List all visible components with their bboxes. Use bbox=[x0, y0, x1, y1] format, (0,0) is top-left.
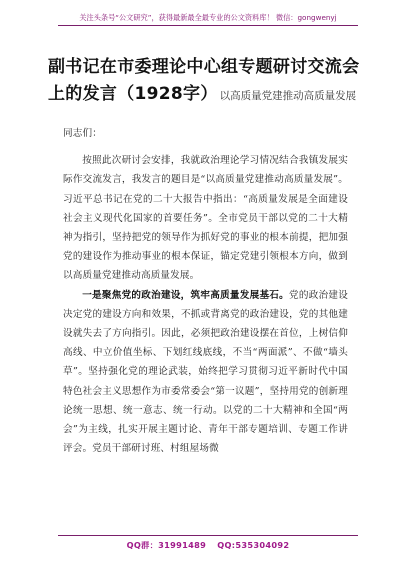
document-title bbox=[48, 54, 368, 110]
footer-qq-group: QQ群：31991489 bbox=[126, 540, 207, 550]
footer-banner bbox=[58, 535, 358, 552]
section-text: 党的政治建设决定党的建设方向和效果，不抓或背离党的政治建设，党的其他建设就失去了方向指引。因此，必须把政治建设摆在首位，上树信仰高线、中立价值坐标、下划红线底线，不当“两面派”、不做“墙头草”。坚持强化党的理论武装，始终把学习贯彻习近平新时代中国特色社会主义思想作为市委常委会“第一议题”，坚持用党的创新理论统一思想、统一意志、统一行动。以党的二十大精神和全国“两会”为主线，扎实开展主题讨论、青年干部专题培训、专题工作讲评会。党员干部研讨班、村组屋场微 bbox=[63, 289, 349, 455]
header-banner bbox=[58, 10, 358, 26]
section-heading: 一是聚焦党的政治建设，筑牢高质量发展基石。 bbox=[82, 289, 290, 301]
paragraph-political-construction bbox=[63, 286, 348, 459]
document-body bbox=[63, 124, 348, 458]
footer-qq-contact: QQ:535304092 bbox=[217, 540, 290, 550]
document-title-main: 副书记在市委理论中心组专题研讨交流会上的发言（1928字） bbox=[48, 57, 360, 104]
paragraph-intro: 按照此次研讨会安排，我就政治理论学习情况结合我镇发展实际作交流发言，我发言的题目是“以高质量党建推动高质量发展”。习近平总书记在党的二十大报告中指出：“高质量发展是全面建设社会主义现代化国家的首要任务”。全市党员干部以党的二十大精神为指引，坚持把党的领导作为抓好党的事业的根本前提，把加强党的建设作为推动事业的根本保证，锚定党建引领根本方向，做到以高质量党建推动高质量发展。 bbox=[63, 155, 348, 282]
document-subtitle: 以高质量党建推动高质量发展 bbox=[219, 90, 357, 102]
greeting: 同志们： bbox=[63, 128, 102, 139]
header-banner-text: 关注头条号“公文研究”，获得最新最全最专业的公文资料库！ 微信：gongwenyj bbox=[79, 13, 337, 22]
